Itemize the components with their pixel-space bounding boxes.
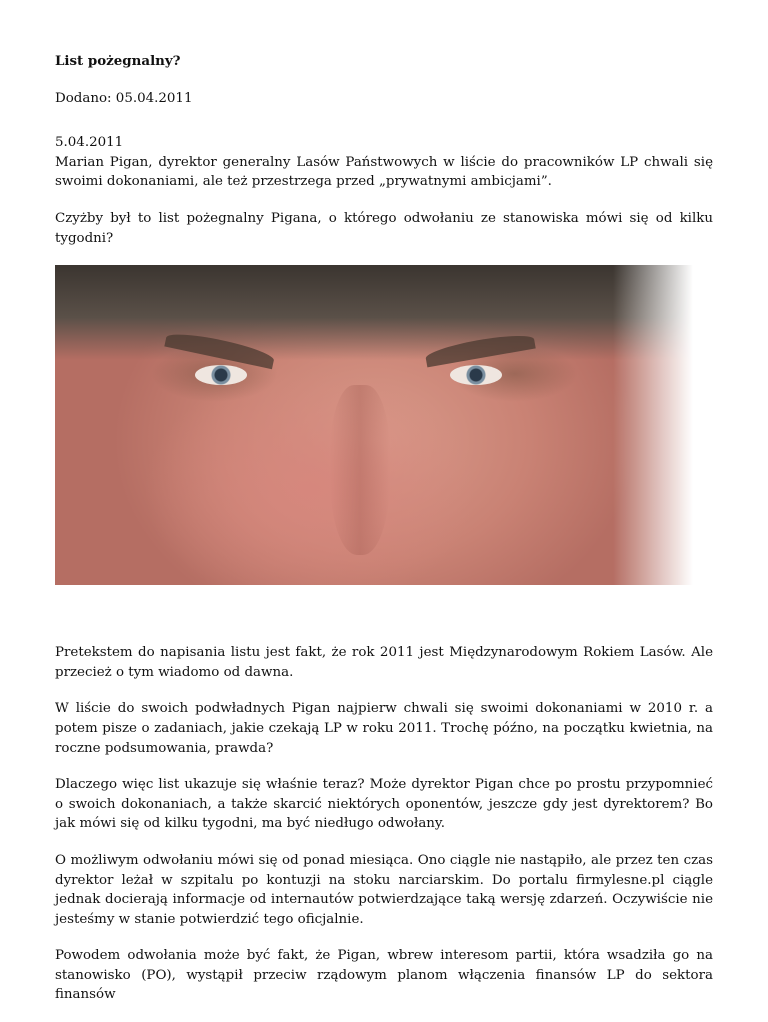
lead-paragraph: Marian Pigan, dyrektor generalny Lasów Państwowych w liście do pracowników LP chwali się swoimi dokonaniami, ale też przestrzega przed „prywatnymi ambicjami”. (55, 154, 713, 190)
portrait-photo (55, 265, 693, 585)
body-paragraph: O możliwym odwołaniu mówi się od ponad miesiąca. Ono ciągle nie nastąpiło, ale przez ten czas dyrektor leżał w szpitalu po kontuzji na stoku narciarskim. Do portalu firmylesne.pl ciągle jednak docierają informacje od internautów potwierdzające taką wersję zdarzeń. Oczywiście nie jesteśmy w stanie potwierdzić tego oficjalnie. (55, 852, 713, 927)
body-paragraph: Pretekstem do napisania listu jest fakt, że rok 2011 jest Międzynarodowym Rokiem Lasów. Ale przecież o tym wiadomo od dawna. (55, 645, 713, 680)
added-date: Dodano: 05.04.2011 (55, 90, 193, 106)
body-paragraph: Dlaczego więc list ukazuje się właśnie teraz? Może dyrektor Pigan chce po prostu przypomnieć o swoich dokonaniach, a także skarcić niektórych oponentów, jeszcze gdy jest dyrektorem? Bo jak mówi się od kilku tygodni, ma być niedługo odwołany. (55, 777, 713, 832)
date-line: 5.04.2011 (55, 135, 124, 151)
question-paragraph: Czyżby był to list pożegnalny Pigana, o którego odwołaniu ze stanowiska mówi się od kilku tygodni? (55, 210, 713, 246)
body-paragraph: W liście do swoich podwładnych Pigan najpierw chwali się swoimi dokonaniami w 2010 r. a potem pisze o zadaniach, jakie czekają LP w roku 2011. Trochę późno, na początku kwietnia, na roczne podsumowania, prawda? (55, 701, 713, 756)
article-title: List pożegnalny? (55, 53, 181, 69)
article (55, 52, 713, 1022)
body-paragraph: Powodem odwołania może być fakt, że Pigan, wbrew interesom partii, która wsadziła go na stanowisko (PO), wystąpił przeciw rządowym planom włączenia finansów LP do sektora finansów (55, 948, 713, 1003)
